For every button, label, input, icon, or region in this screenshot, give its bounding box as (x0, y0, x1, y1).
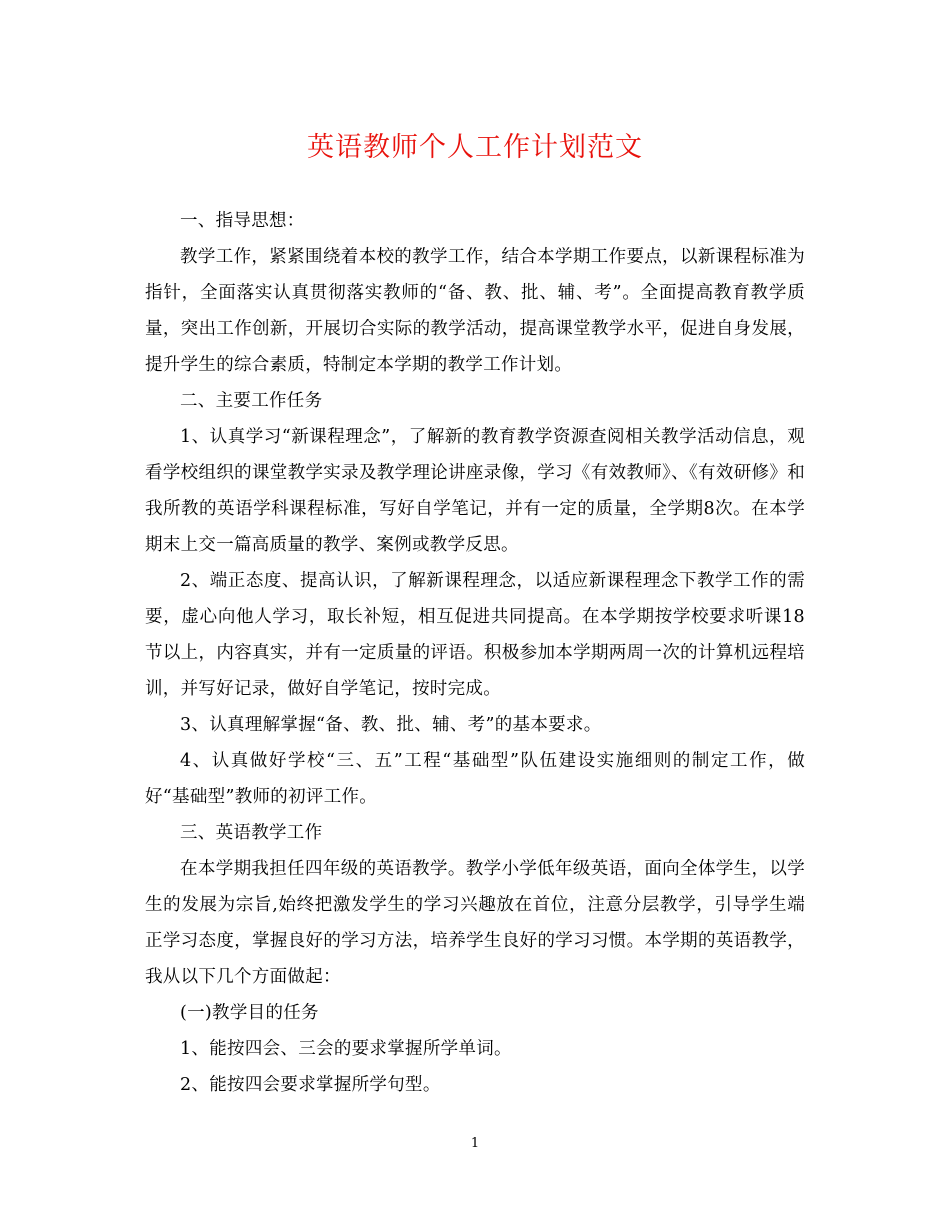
paragraph-english-teaching: 在本学期我担任四年级的英语教学。教学小学低年级英语，面向全体学生，以学生的发展为宗旨,始终把激发学生的学习兴趣放在首位，注意分层教学，引导学生端正学习态度，掌握良好的学习方法，培养学生良好的学习习惯。本学期的英语教学，我从以下几个方面做起： (145, 859, 805, 987)
paragraph-goal-1: 1、能按四会、三会的要求掌握所学单词。 (180, 1039, 512, 1059)
paragraph-task-3: 3、认真理解掌握“备、教、批、辅、考”的基本要求。 (180, 715, 602, 735)
paragraph-guiding-thought: 教学工作，紧紧围绕着本校的教学工作，结合本学期工作要点，以新课程标准为指针，全面落实认真贯彻落实教师的“备、教、批、辅、考”。全面提高教育教学质量，突出工作创新，开展切合实际的教学活动，提高课堂教学水平，促进自身发展，提升学生的综合素质，特制定本学期的教学工作计划。 (145, 247, 805, 375)
heading-main-tasks: 二、主要工作任务 (180, 391, 323, 411)
document-body (145, 203, 805, 1103)
paragraph-task-2: 2、端正态度、提高认识，了解新课程理念，以适应新课程理念下教学工作的需要，虚心向他人学习，取长补短，相互促进共同提高。在本学期按学校要求听课18节以上，内容真实，并有一定质量的评语。积极参加本学期两周一次的计算机远程培训，并写好记录，做好自学笔记，按时完成。 (145, 571, 805, 699)
page-number: 1 (470, 1136, 480, 1151)
subheading-teaching-goals: (一)教学目的任务 (180, 1003, 319, 1023)
paragraph-goal-2: 2、能按四会要求掌握所学句型。 (180, 1075, 441, 1095)
paragraph-task-4: 4、认真做好学校“三、五”工程“基础型”队伍建设实施细则的制定工作，做好“基础型”教师的初评工作。 (145, 751, 805, 807)
heading-english-teaching: 三、英语教学工作 (180, 823, 323, 843)
paragraph-task-1: 1、认真学习“新课程理念”，了解新的教育教学资源查阅相关教学活动信息，观看学校组织的课堂教学实录及教学理论讲座录像，学习《有效教师》、《有效研修》和我所教的英语学科课程标准，写好自学笔记，并有一定的质量，全学期8次。在本学期末上交一篇高质量的教学、案例或教学反思。 (145, 427, 805, 555)
heading-guiding-thought: 一、指导思想： (180, 211, 305, 231)
document-title: 英语教师个人工作计划范文 (307, 132, 643, 163)
